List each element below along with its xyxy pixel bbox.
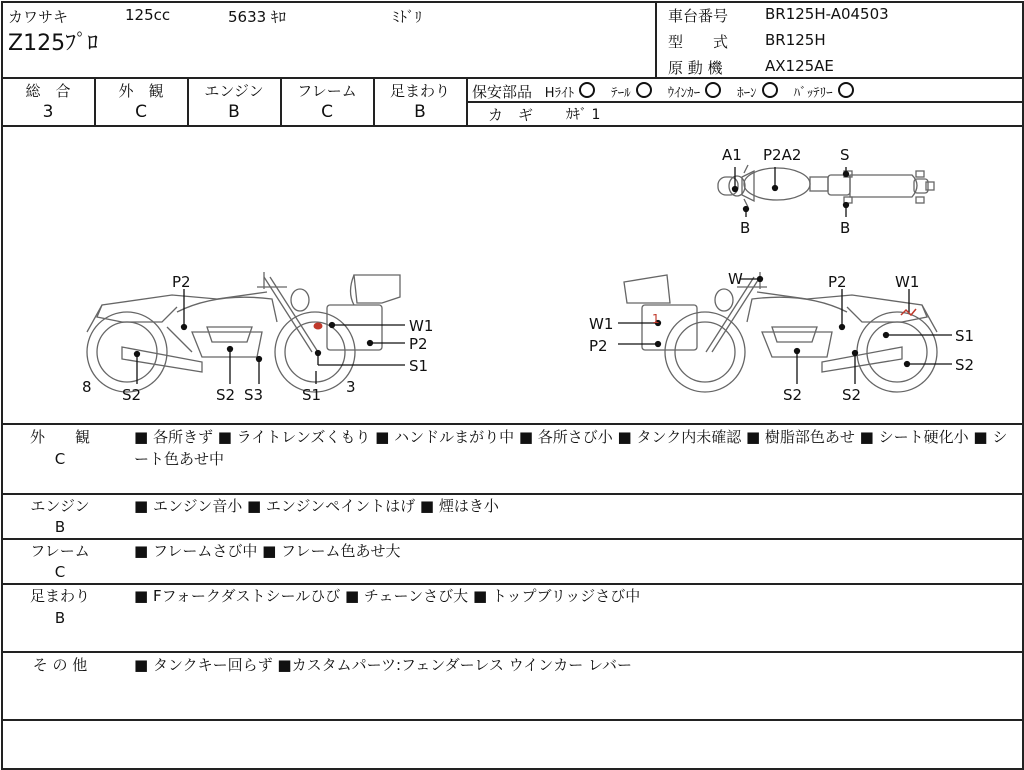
maker: カワサキ (8, 8, 69, 26)
label-p2b-left: P2 (409, 335, 428, 353)
exterior-grade: C (135, 102, 147, 122)
safety-item-winker: ｳｲﾝｶｰ (668, 86, 738, 101)
section-engine-label: エンジン (30, 497, 90, 515)
label-b-top2: B (840, 219, 851, 237)
model-name: Z125ﾌﾟﾛ (8, 31, 99, 56)
label-p2-left: P2 (172, 273, 191, 291)
engine-grade-label: エンジン (204, 82, 264, 100)
label-8-left: 8 (82, 378, 92, 396)
color: ﾐﾄﾞﾘ (392, 8, 423, 26)
ok-circle-icon (705, 82, 721, 98)
safety-item-tail: ﾃｰﾙ (611, 86, 668, 101)
overall-grade: 3 (42, 102, 54, 122)
label-p2a2: P2A2 (763, 146, 802, 164)
engine-model-label: 原 動 機 (668, 59, 723, 77)
label-w1b-right: W1 (589, 315, 614, 333)
label-s1b-left: S1 (302, 386, 322, 404)
key-label: カ ギ (488, 106, 534, 124)
label-a1: A1 (722, 146, 742, 164)
label-s3-left: S3 (244, 386, 264, 404)
engine-model-value: AX125AE (765, 57, 834, 75)
label-s2c-right: S2 (842, 386, 862, 404)
section-engine-grade: B (54, 518, 66, 536)
section-chassis-grade: B (54, 609, 66, 627)
damage-diagram (2, 127, 1020, 423)
section-frame-label: フレーム (30, 542, 90, 560)
exterior-grade-label: 外 観 (118, 82, 164, 100)
safety-item-battery: ﾊﾞｯﾃﾘｰ (794, 86, 854, 101)
label-w1-right: W1 (895, 273, 920, 291)
label-s2-right: S2 (955, 356, 975, 374)
section-exterior-label: 外 観 (29, 428, 90, 446)
ok-circle-icon (838, 82, 854, 98)
section-exterior-text: ■ 各所きず ■ ライトレンズくもり ■ ハンドルまがり中 ■ 各所さび小 ■ タンク内未確認 ■ 樹脂部色あせ ■ シート硬化小 ■ シート色あせ中 (134, 428, 1008, 468)
engine-grade: B (228, 102, 240, 122)
overall-grade-label: 総 合 (25, 82, 71, 100)
label-p2b-right: P2 (589, 337, 608, 355)
section-chassis-label: 足まわり (29, 587, 90, 605)
section-exterior-grade: C (54, 450, 66, 468)
mileage: 5633 ｷﾛ (228, 8, 286, 26)
label-w1-left: W1 (409, 317, 434, 335)
frame-no: BR125H-A04503 (765, 5, 889, 23)
section-frame-grade: C (54, 563, 66, 581)
section-line (1, 719, 1022, 721)
frame-no-label: 車台番号 (668, 7, 729, 25)
section-other-label: そ の 他 (32, 656, 88, 674)
ok-circle-icon (636, 82, 652, 98)
chassis-grade-label: 足まわり (389, 82, 450, 100)
top-view-bike (718, 165, 934, 207)
label-s-top: S (840, 146, 850, 164)
label-1-right: 1 (652, 312, 660, 326)
left-view-bike (87, 272, 400, 392)
chassis-grade: B (414, 102, 426, 122)
frame-grade-label: フレーム (297, 82, 357, 100)
frame-grade: C (321, 102, 333, 122)
ok-circle-icon (579, 82, 595, 98)
displacement: 125cc (125, 6, 171, 24)
label-s2-left: S2 (122, 386, 142, 404)
red-mark (314, 323, 322, 329)
label-w-right: W (728, 270, 743, 288)
label-s2b-left: S2 (216, 386, 236, 404)
type-value: BR125H (765, 31, 826, 49)
label-3-left: 3 (346, 378, 356, 396)
section-other-text: ■ タンクキー回らず ■カスタムパーツ:フェンダーレス ウインカー レバー (134, 656, 632, 674)
diagram-bottom-line (1, 423, 1022, 425)
header-bottom-line (1, 77, 1022, 79)
safety-item-horn: ﾎｰﾝ (737, 86, 794, 101)
label-b-top1: B (740, 219, 751, 237)
section-engine-text: ■ エンジン音小 ■ エンジンペイントはげ ■ 煙はき小 (134, 497, 499, 515)
header-divider (655, 1, 657, 78)
type-label: 型 式 (668, 33, 729, 51)
ok-circle-icon (762, 82, 778, 98)
section-frame-text: ■ フレームさび中 ■ フレーム色あせ大 (134, 542, 401, 560)
key-value: ｶｷﾞ 1 (566, 107, 601, 123)
section-chassis-text: ■ Fフォークダストシールひび ■ チェーンさび大 ■ トップブリッジさび中 (134, 587, 641, 605)
safety-label: 保安部品 (472, 83, 533, 101)
label-s1-right: S1 (955, 327, 975, 345)
right-view-bike (624, 272, 937, 392)
label-s1-left: S1 (409, 357, 429, 375)
safety-item-headlight: Hﾗｲﾄ (545, 86, 611, 101)
section-line (1, 651, 1022, 653)
label-s2b-right: S2 (783, 386, 803, 404)
label-p2-right: P2 (828, 273, 847, 291)
safety-parts (472, 81, 854, 102)
